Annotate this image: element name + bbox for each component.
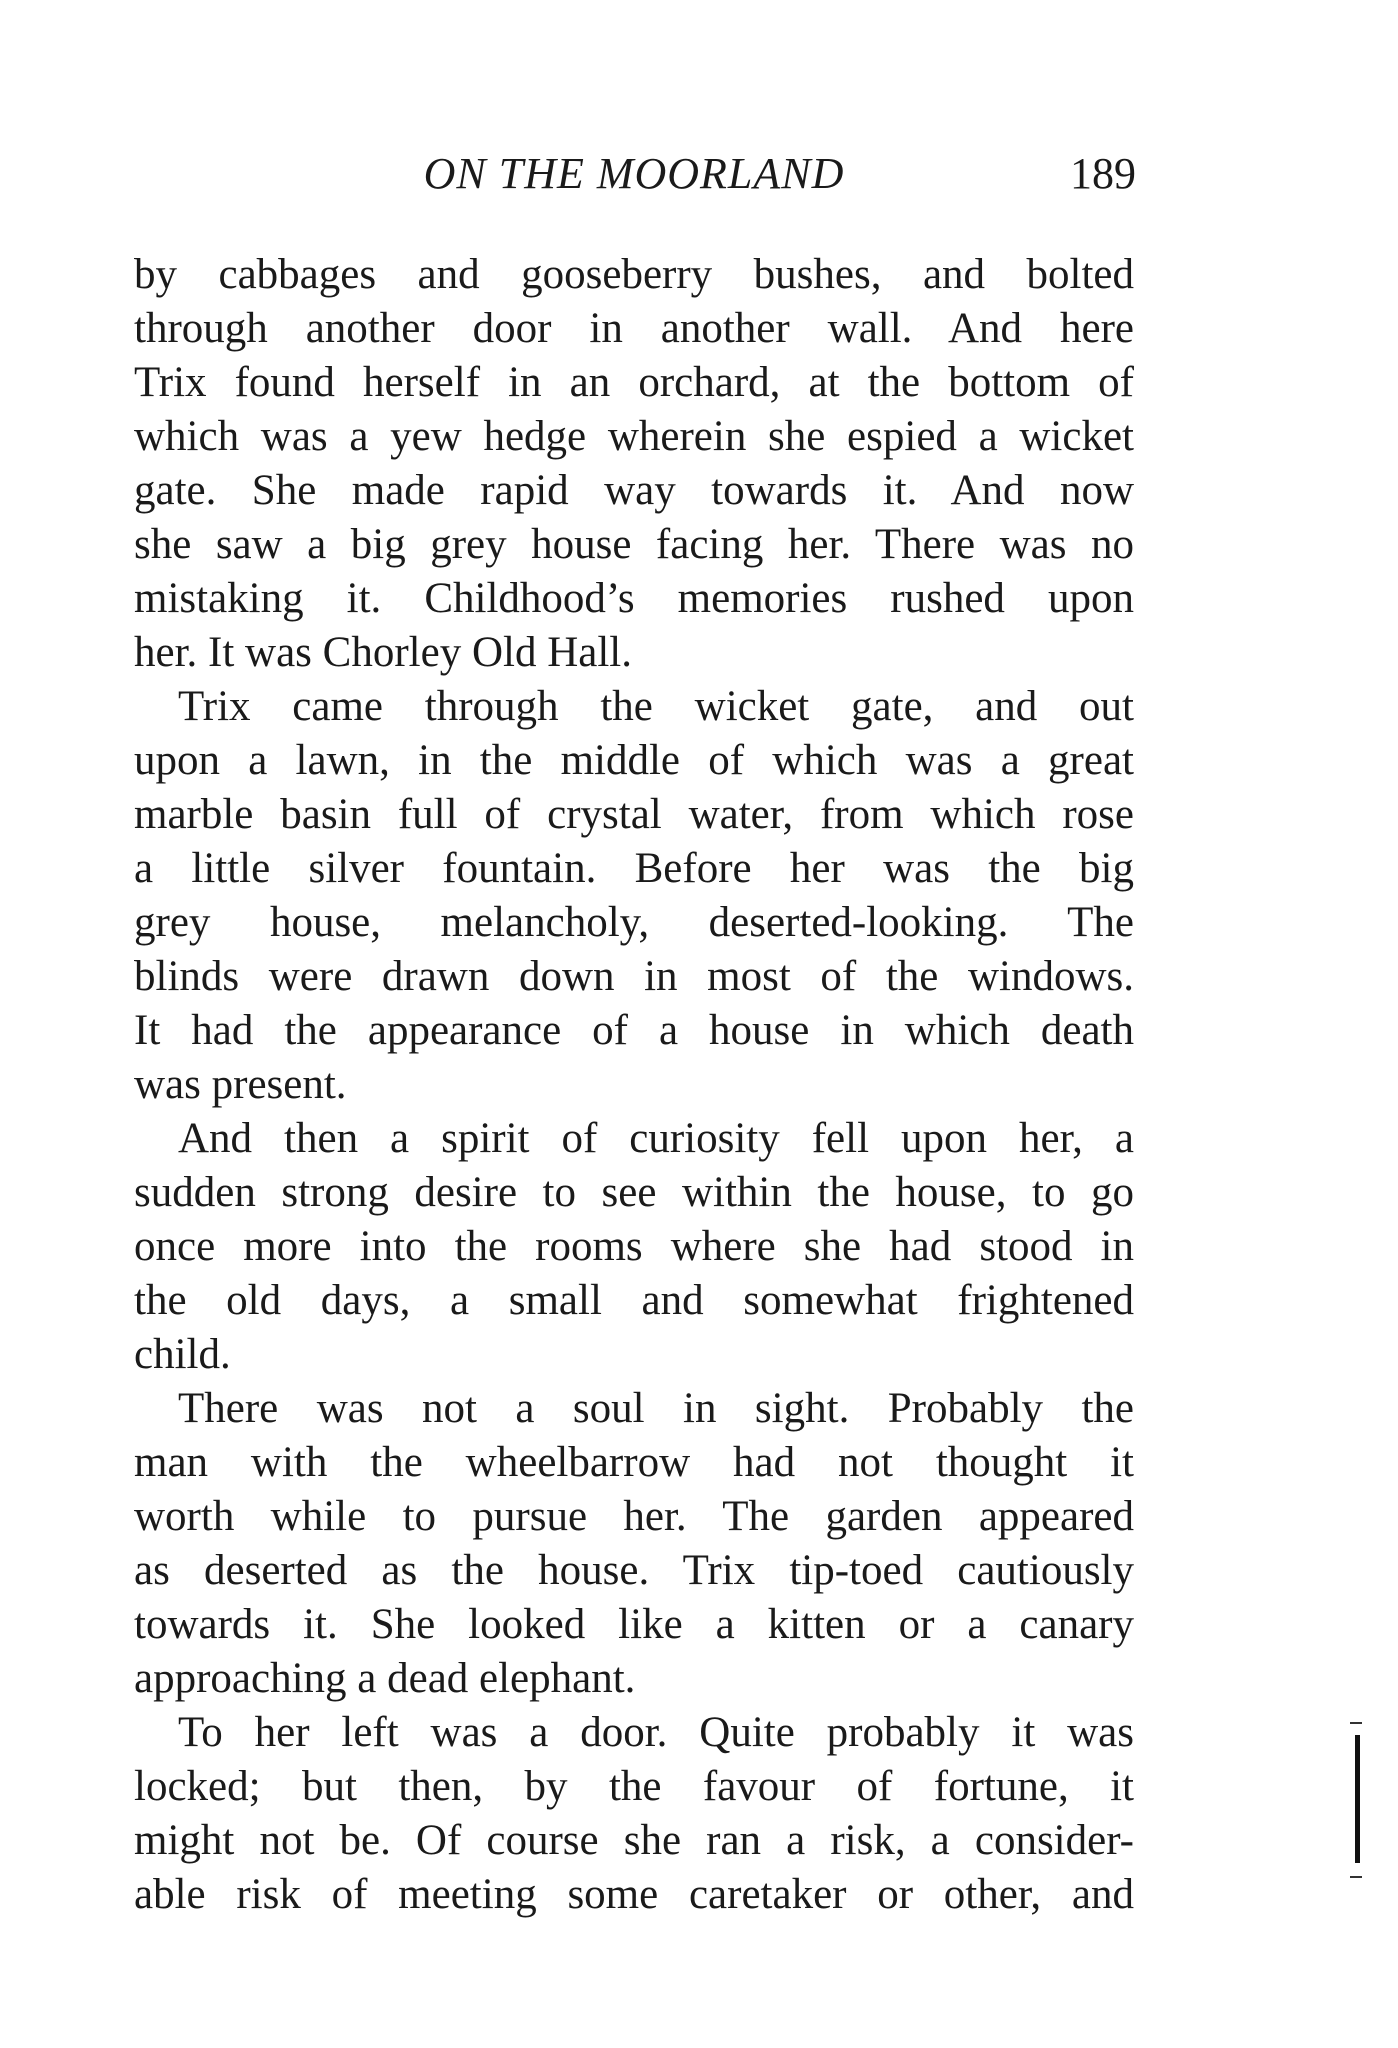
text-line: by cabbages and gooseberry bushes, and bolted [134, 251, 1134, 298]
text-line: able risk of meeting some caretaker or other, and [134, 1871, 1134, 1918]
text-line: as deserted as the house. Trix tip-toed cautiously [134, 1547, 1134, 1594]
text-line: the old days, a small and somewhat frightened [134, 1277, 1134, 1324]
text-line: which was a yew hedge wherein she espied a wicket [134, 413, 1134, 460]
text-line: It had the appearance of a house in which death [134, 1007, 1134, 1054]
text-line: her. It was Chorley Old Hall. [134, 629, 632, 676]
running-head: ON THE MOORLAND [423, 149, 845, 198]
text-line: man with the wheelbarrow had not thought it [134, 1439, 1134, 1486]
text-line: once more into the rooms where she had stood in [134, 1223, 1134, 1270]
text-line: Trix found herself in an orchard, at the bottom of [134, 359, 1134, 406]
page-edge-tick [1350, 1722, 1362, 1724]
text-line: a little silver fountain. Before her was the big [134, 845, 1134, 892]
text-line: approaching a dead elephant. [134, 1655, 636, 1702]
text-line: was present. [134, 1061, 347, 1108]
page-number: 189 [1070, 149, 1136, 198]
page-header [134, 148, 1134, 208]
text-line: And then a spirit of curiosity fell upon her, a [178, 1115, 1134, 1162]
paragraph-4 [134, 1382, 1134, 1706]
text-line: through another door in another wall. And here [134, 305, 1134, 352]
text-line: Trix came through the wicket gate, and out [178, 683, 1134, 730]
text-line: There was not a soul in sight. Probably the [178, 1385, 1134, 1432]
text-line: upon a lawn, in the middle of which was a great [134, 737, 1134, 784]
text-line: she saw a big grey house facing her. There was no [134, 521, 1134, 568]
text-line: child. [134, 1331, 231, 1378]
text-line: locked; but then, by the favour of fortune, it [134, 1763, 1134, 1810]
page-edge-tick [1350, 1876, 1362, 1878]
paragraph-2 [134, 680, 1134, 1112]
text-line: sudden strong desire to see within the house, to go [134, 1169, 1134, 1216]
text-line: blinds were drawn down in most of the windows. [134, 953, 1134, 1000]
paragraph-5 [134, 1706, 1134, 1922]
text-line: To her left was a door. Quite probably it was [178, 1709, 1134, 1756]
text-line: gate. She made rapid way towards it. And now [134, 467, 1134, 514]
text-line: grey house, melancholy, deserted-looking. The [134, 899, 1134, 946]
text-line: mistaking it. Childhood’s memories rushed upon [134, 575, 1134, 622]
text-line: towards it. She looked like a kitten or a canary [134, 1601, 1134, 1648]
text-line: might not be. Of course she ran a risk, a consider- [134, 1817, 1134, 1864]
text-line: worth while to pursue her. The garden appeared [134, 1493, 1134, 1540]
text-line: marble basin full of crystal water, from which rose [134, 791, 1134, 838]
paragraph-3 [134, 1112, 1134, 1382]
paragraph-1 [134, 248, 1134, 680]
body-text [134, 248, 1134, 1922]
page-edge-mark [1355, 1735, 1360, 1863]
